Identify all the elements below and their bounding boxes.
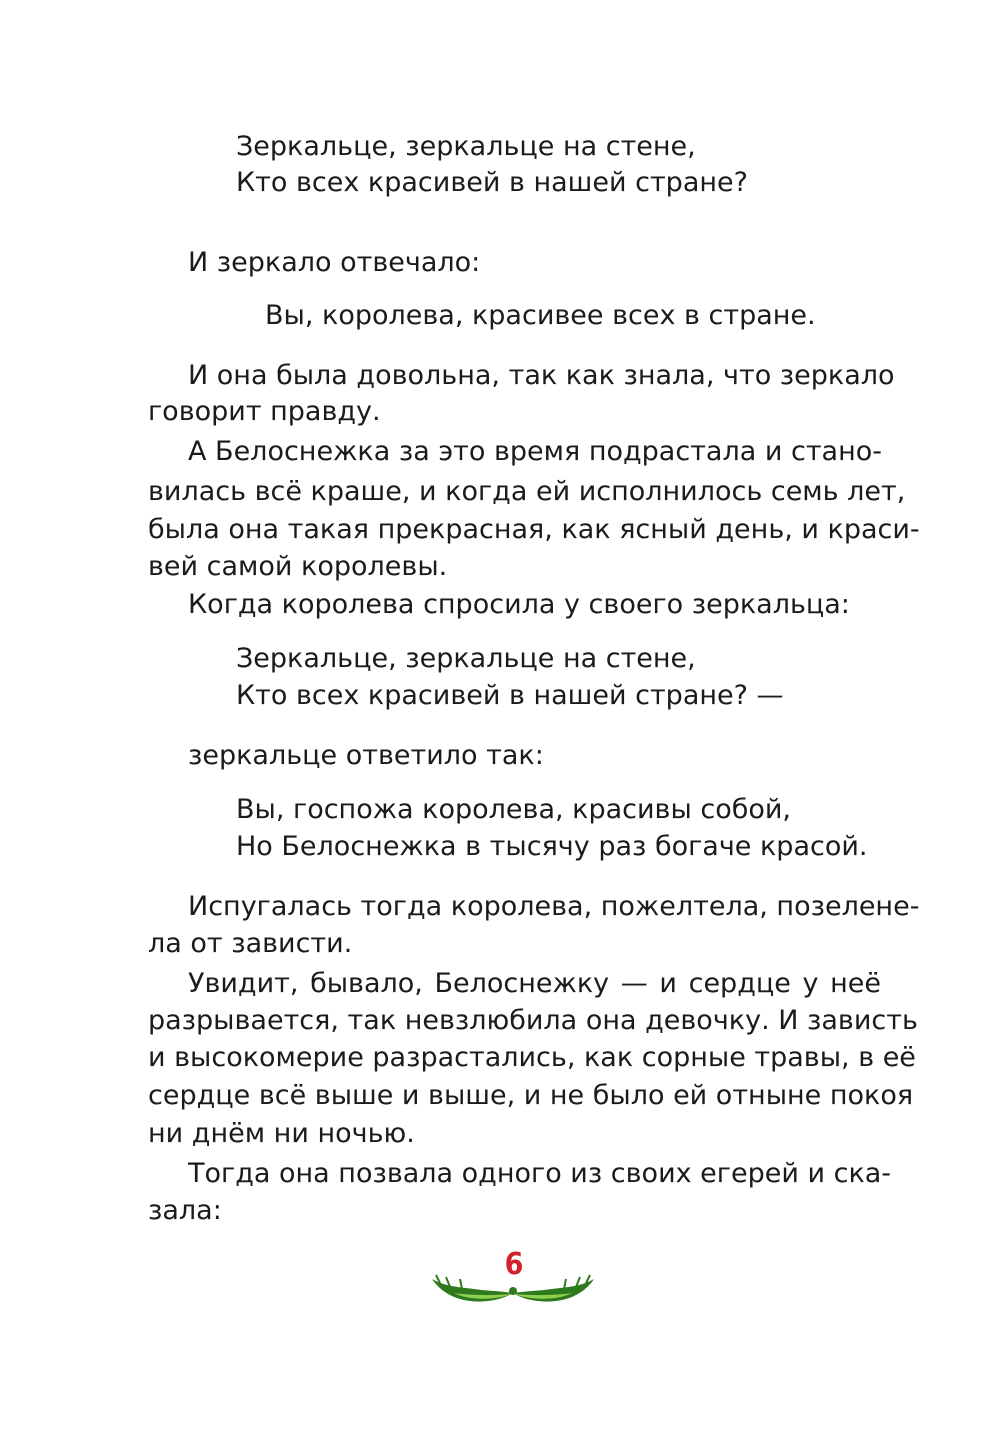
paragraph-line: вей самой королевы.: [148, 551, 448, 582]
verse-line: Зеркальце, зеркальце на стене,: [236, 131, 696, 162]
paragraph-line: была она такая прекрасная, как ясный день, и краси-: [148, 514, 920, 545]
verse-line: Кто всех красивей в нашей стране? —: [236, 680, 784, 711]
page-number: 6: [504, 1247, 524, 1282]
verse-line: Но Белоснежка в тысячу раз богаче красой.: [236, 831, 868, 862]
paragraph-line: сердце всё выше и выше, и не было ей отныне покоя: [148, 1080, 914, 1111]
verse-line: Вы, королева, красивее всех в стране.: [265, 300, 816, 331]
paragraph-line: зала:: [148, 1195, 222, 1226]
paragraph-line: вилась всё краше, и когда ей исполнилось семь лет,: [148, 476, 906, 507]
verse-line: Зеркальце, зеркальце на стене,: [236, 643, 696, 674]
paragraph-line: И зеркало отвечало:: [188, 247, 481, 278]
paragraph-line: зеркальце ответило так:: [188, 740, 544, 771]
paragraph-line: ла от зависти.: [148, 928, 353, 959]
paragraph-line: А Белоснежка за это время подрастала и стано-: [188, 436, 883, 467]
paragraph-line: И она была довольна, так как знала, что зеркало: [188, 360, 895, 391]
paragraph-line: разрывается, так невзлюбила она девочку. И зависть: [148, 1005, 918, 1036]
verse-line: Вы, госпожа королева, красивы собой,: [236, 794, 792, 825]
leaf-ornament-icon: [428, 1265, 598, 1315]
paragraph-line: Увидит, бывало, Белоснежку — и сердце у неё: [188, 968, 881, 999]
verse-line: Кто всех красивей в нашей стране?: [236, 167, 748, 198]
paragraph-line: говорит правду.: [148, 396, 381, 427]
paragraph-line: и высокомерие разрастались, как сорные травы, в её: [148, 1042, 916, 1073]
paragraph-line: ни днём ни ночью.: [148, 1118, 415, 1149]
paragraph-line: Испугалась тогда королева, пожелтела, позелене-: [188, 891, 920, 922]
paragraph-line: Когда королева спросила у своего зеркальца:: [188, 589, 850, 620]
paragraph-line: Тогда она позвала одного из своих егерей и ска-: [188, 1158, 892, 1189]
